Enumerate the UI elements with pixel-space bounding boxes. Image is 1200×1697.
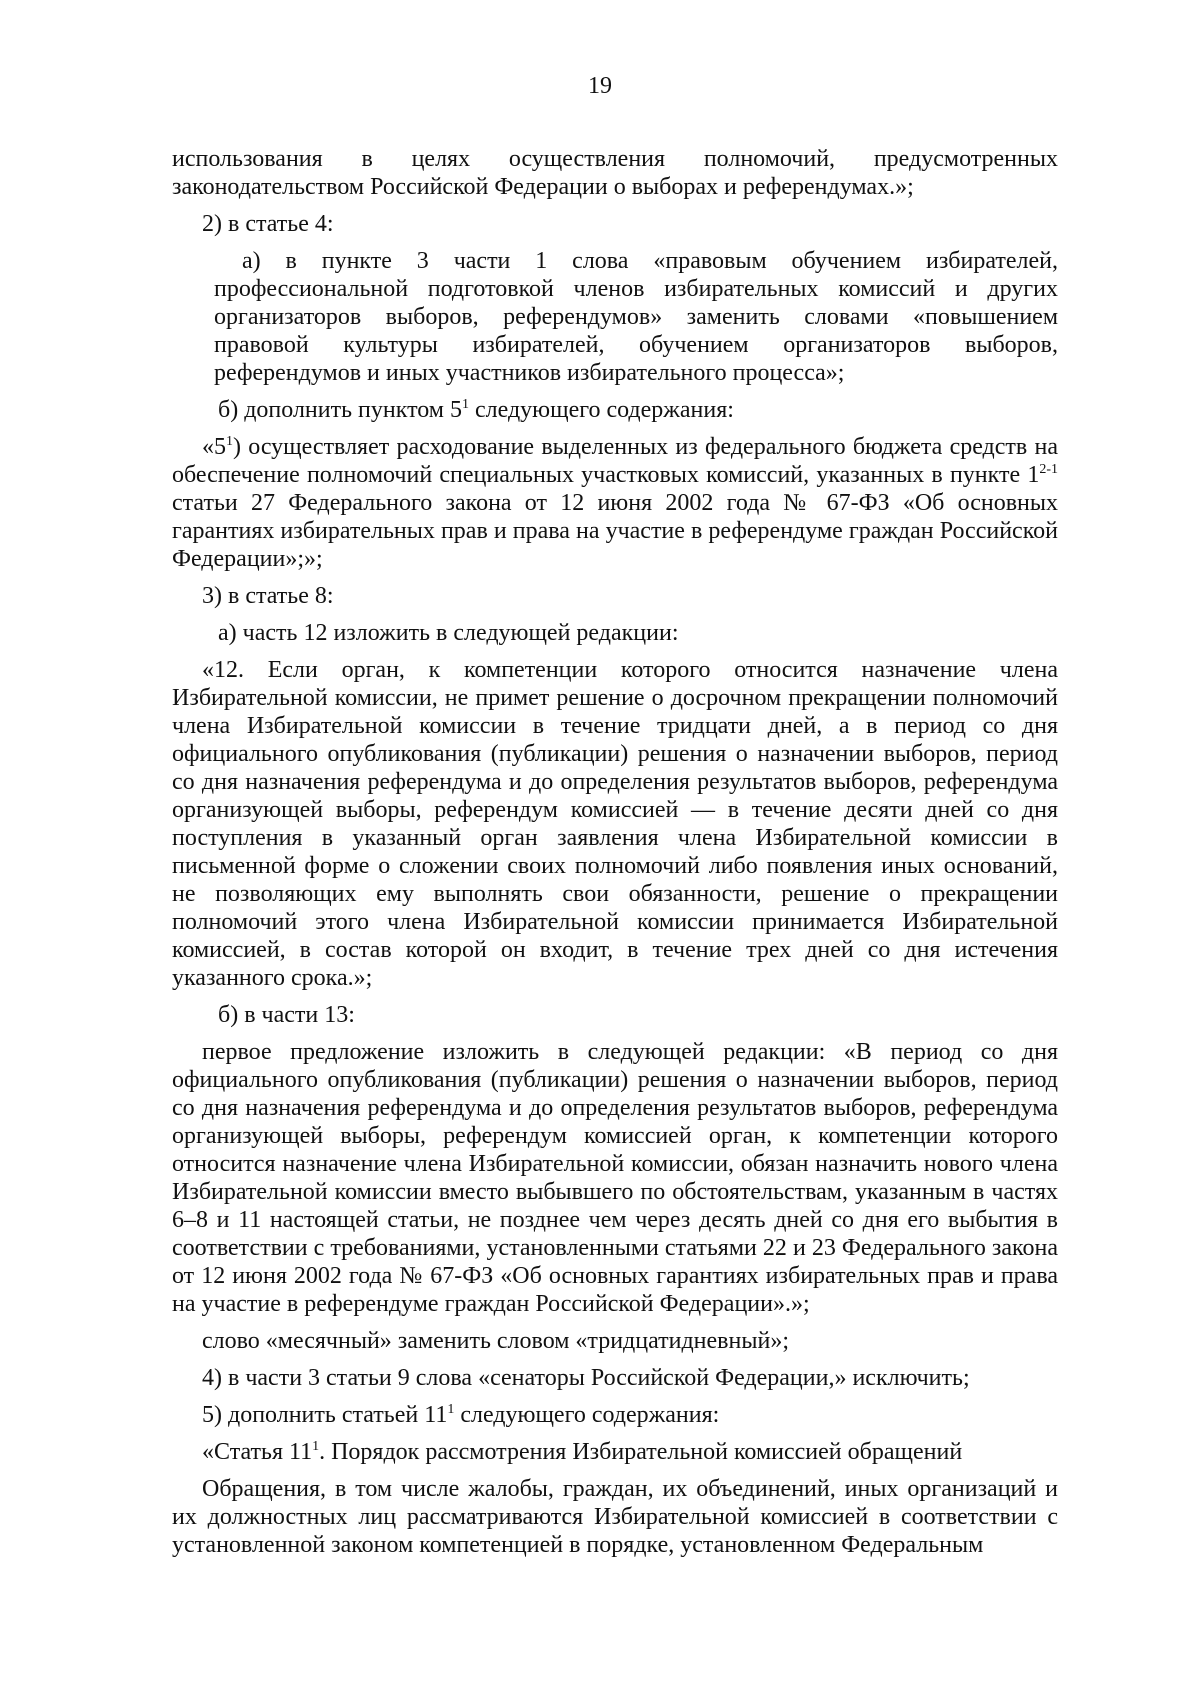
text-run: статьи 27 Федерального закона от 12 июня 2002 года № 67-ФЗ «Об основных гарантиях избирательных прав и права на участие в референдуме граждан Российской Федерации»;»;: [172, 490, 1058, 572]
superscript: 1: [447, 1402, 455, 1417]
superscript: 1: [312, 1439, 320, 1454]
text-run: следующего содержания:: [468, 397, 734, 423]
text-run: . Порядок рассмотрения Избирательной комиссией обращений: [319, 1439, 963, 1465]
paragraph: [172, 656, 1058, 992]
text-run: «12. Если орган, к компетенции которого относится назначение члена Избирательной комиссии, не примет решение о досрочном прекращении полномочий члена Избирательной комиссии в течение тридцати дней, а в период со дня официального опубликования (публикации) решения о назначении выборов, период со дня назначения референдума и до определения результатов выборов, референдума организующей выборы, референдум комиссией — в течение десяти дней со дня поступления в указанный орган заявления члена Избирательной комиссии в письменной форме о сложении своих полномочий либо появления иных оснований, не позволяющих ему выполнять свои обязанности, решение о прекращении полномочий этого члена Избирательной комиссии принимается Избирательной комиссией, в состав которой он входит, в течение трех дней со дня истечения указанного срока.»;: [172, 657, 1058, 991]
paragraph: [172, 1438, 1058, 1466]
text-run: «5: [202, 434, 226, 460]
text-run: 5) дополнить статьей 11: [202, 1402, 448, 1428]
text-run: следующего содержания:: [454, 1402, 720, 1428]
text-run: Обращения, в том числе жалобы, граждан, их объединений, иных организаций и их должностных лиц рассматриваются Избирательной комиссией в соответствии с установленной законом компетенцией в порядке, установленном Федеральным: [172, 1476, 1058, 1558]
paragraph: [172, 433, 1058, 573]
superscript: 1: [461, 397, 469, 412]
text-run: использования в целях осуществления полномочий, предусмотренных законодательством Российской Федерации о выборах и референдумах.»;: [172, 146, 1058, 200]
paragraph: [172, 247, 1058, 387]
paragraph: [172, 1001, 1058, 1029]
paragraph: [172, 582, 1058, 610]
text-run: б) дополнить пунктом 5: [218, 397, 462, 423]
paragraph: [172, 1327, 1058, 1355]
paragraph: [172, 1475, 1058, 1559]
text-run: а) в пункте 3 части 1 слова «правовым обучением избирателей, профессиональной подготовкой членов избирательных комиссий и других организаторов выборов, референдумов» заменить словами «повышением правовой культуры избирателей, обучением организаторов выборов, референдумов и иных участников избирательного процесса»;: [214, 248, 1058, 386]
paragraph: [172, 1364, 1058, 1392]
paragraph: [172, 145, 1058, 201]
page-number: 19: [588, 73, 612, 99]
superscript: 2-1: [1039, 462, 1058, 477]
text-run: «Статья 11: [202, 1439, 313, 1465]
paragraph: [172, 1401, 1058, 1429]
text-run: а) часть 12 изложить в следующей редакции:: [218, 620, 679, 646]
text-run: 2) в статье 4:: [202, 211, 334, 237]
text-run: ) осуществляет расходование выделенных из федерального бюджета средств на обеспечение полномочий специальных участковых комиссий, указанных в пункте 1: [172, 434, 1058, 488]
paragraph: [172, 210, 1058, 238]
text-run: 3) в статье 8:: [202, 583, 334, 609]
superscript: 1: [226, 434, 233, 449]
text-run: б) в части 13:: [218, 1002, 355, 1028]
paragraph: [172, 396, 1058, 424]
text-run: первое предложение изложить в следующей редакции: «В период со дня официального опубликования (публикации) решения о назначении выборов, период со дня назначения референдума и до определения результатов выборов, референдума организующей выборы, референдум комиссией орган, к компетенции которого относится назначение члена Избирательной комиссии, обязан назначить нового члена Избирательной комиссии вместо выбывшего по обстоятельствам, указанным в частях 6–8 и 11 настоящей статьи, не позднее чем через десять дней со дня его выбытия в соответствии с требованиями, установленными статьями 22 и 23 Федерального закона от 12 июня 2002 года № 67-ФЗ «Об основных гарантиях избирательных прав и права на участие в референдуме граждан Российской Федерации».»;: [172, 1039, 1058, 1317]
text-run: 4) в части 3 статьи 9 слова «сенаторы Российской Федерации,» исключить;: [202, 1365, 970, 1391]
paragraph: [172, 1038, 1058, 1318]
text-run: слово «месячный» заменить словом «тридцатидневный»;: [202, 1328, 789, 1354]
document-body: [172, 145, 1058, 1568]
paragraph: [172, 619, 1058, 647]
